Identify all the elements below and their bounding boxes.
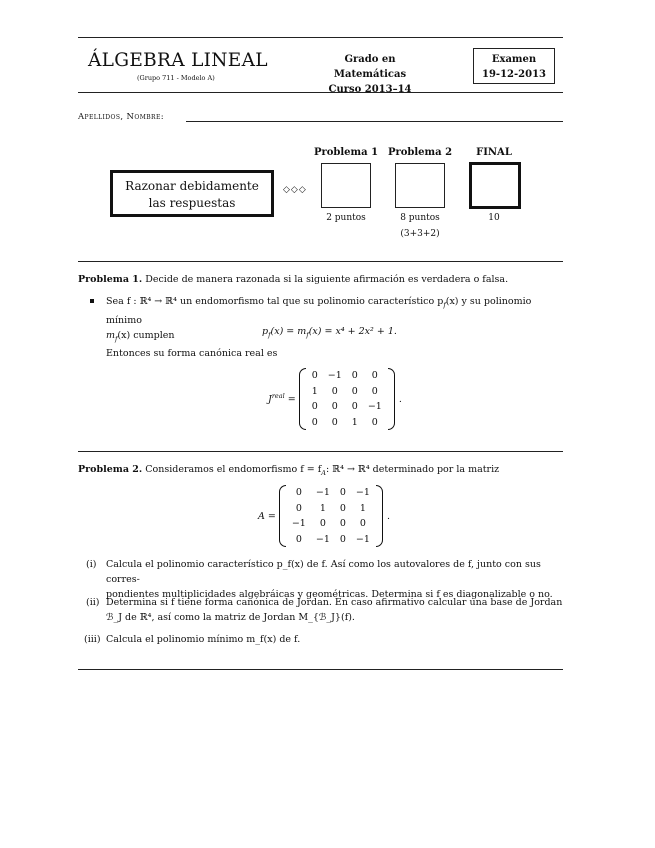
part-i-number: (i) [86, 559, 97, 570]
matrix-cell: 0 [295, 487, 302, 499]
score-box-final[interactable] [469, 162, 521, 209]
equation-middle: (x) = m [270, 326, 307, 337]
matrix-cell: 0 [351, 385, 358, 397]
matrix-j-block [268, 368, 402, 430]
claim-text-b: (x) y su polinomio mínimo [106, 296, 532, 326]
problem-1-heading: Problema 1. [78, 274, 143, 285]
matrix-cell: 0 [339, 502, 346, 514]
left-paren [279, 485, 286, 547]
matrix-row [287, 516, 375, 532]
problem-2-part-iii [84, 632, 564, 647]
matrix-cell: 0 [359, 518, 366, 530]
j-superscript: real [271, 392, 285, 401]
matrix-cell: 1 [319, 502, 326, 514]
score-box-problem-2[interactable] [395, 163, 445, 208]
instructions-line-1: Razonar debidamente [125, 179, 259, 193]
instructions-box [110, 170, 274, 217]
matrix-cell: 0 [339, 518, 346, 530]
matrix-cell: −1 [291, 518, 306, 530]
points-problem-1: 2 puntos [326, 213, 366, 223]
top-rule [78, 37, 563, 38]
claim-text-a: Sea f : ℝ⁴ → ℝ⁴ un endomorfismo tal que su polinomio característico p [106, 296, 444, 307]
points-problem-2: 8 puntos [400, 213, 440, 223]
matrix-cell: 0 [331, 385, 338, 397]
matrix-cell: 0 [331, 416, 338, 428]
matrix-cell: 0 [319, 518, 326, 530]
matrix-cell: −1 [327, 370, 342, 382]
matrix-row [307, 384, 387, 400]
matrix-a [279, 485, 383, 547]
part-ii-line-1: Determina si f tiene forma canónica de Jordan. En caso afirmativo calcular una base de Jordan [106, 597, 563, 608]
section-rule-1 [78, 261, 563, 262]
matrix-row [287, 532, 375, 548]
matrix-cell: −1 [315, 487, 330, 499]
claim-text-c: m [106, 329, 116, 341]
problem-2-statement: Problema 2. Consideramos el endomorfismo $f = f_A$: ℝ⁴ → ℝ⁴ determinado por la matriz [78, 464, 500, 477]
degree-course [314, 52, 426, 97]
matrix-cell: 0 [371, 385, 378, 397]
matrix-cell: 1 [351, 416, 358, 428]
exam-date: 19-12-2013 [482, 69, 546, 80]
problem-1-intro: Decide de manera razonada si la siguiente afirmación es verdadera o falsa. [145, 274, 509, 285]
matrix-row [307, 399, 387, 415]
academic-year: Curso 2013–14 [328, 84, 412, 95]
matrix-cell: 0 [351, 370, 358, 382]
problem-2-intro-a: Consideramos el endomorfismo f = f [145, 464, 322, 475]
equals-sign: = [287, 393, 296, 405]
matrix-cell: 1 [359, 502, 366, 514]
name-field-line[interactable] [186, 121, 563, 122]
matrix-cell: −1 [355, 487, 370, 499]
course-title: ÁLGEBRA LINEAL [88, 50, 268, 71]
matrix-cell: 0 [311, 416, 318, 428]
name-label: Apellidos, Nombre: [78, 112, 165, 122]
part-iii-number: (iii) [84, 634, 101, 645]
matrix-j [299, 368, 395, 430]
points-breakdown-problem-2: (3+3+2) [400, 229, 440, 239]
header-bottom-rule [78, 92, 563, 93]
matrix-cell: 1 [311, 385, 318, 397]
exam-box [473, 48, 555, 84]
matrix-row [307, 415, 387, 431]
claim-text-d: (x) cumplen [117, 329, 175, 341]
problem-2-intro-b: : ℝ⁴ → ℝ⁴ determinado por la matriz [326, 464, 500, 475]
points-final: 10 [488, 213, 500, 223]
problem-1-claim: Sea f : ℝ⁴ → ℝ⁴ un endomorfismo tal que su polinomio característico $p_f(x)$ y su polinomio mínimo $m_f(x)$ cumplen [106, 296, 532, 343]
left-paren [299, 368, 306, 430]
part-i-line-1: Calcula el polinomio característico p_f(x) de f. Así como los autovalores de f, junto con sus corres- [106, 559, 541, 585]
polynomial-equation: $p_f(x) = m_f(x) = x^4 + 2x^2 + 1$. [262, 326, 397, 339]
matrix-cell: −1 [367, 401, 382, 413]
bullet-icon [90, 299, 94, 303]
section-rule-2 [78, 451, 563, 452]
matrix-j-table [307, 368, 387, 430]
matrix-cell: 0 [311, 401, 318, 413]
bottom-rule [78, 669, 563, 670]
matrix-cell: 0 [351, 401, 358, 413]
part-iii-line-1: Calcula el polinomio mínimo m_f(x) de f. [106, 634, 301, 645]
matrix-a-label: A = [258, 510, 276, 522]
matrix-cell: 0 [339, 487, 346, 499]
matrix-row [307, 368, 387, 384]
score-title-final: FINAL [476, 147, 512, 158]
part-ii-line-2: ℬ_J de ℝ⁴, así como la matriz de Jordan M_{ℬ_J}(f). [106, 612, 355, 623]
right-paren [376, 485, 383, 547]
matrix-cell: 0 [311, 370, 318, 382]
score-title-problem-1: Problema 1 [313, 147, 379, 158]
part-ii-number: (ii) [86, 597, 100, 608]
matrix-cell: 0 [331, 401, 338, 413]
matrix-cell: 0 [295, 502, 302, 514]
matrix-cell: 0 [371, 416, 378, 428]
diamond-separator: ◇◇◇ [283, 185, 307, 195]
instructions-line-2: las respuestas [148, 196, 236, 210]
equation-tail: (x) = x⁴ + 2x² + 1. [308, 326, 397, 337]
right-paren [388, 368, 395, 430]
matrix-cell: −1 [315, 533, 330, 545]
matrix-cell: −1 [355, 533, 370, 545]
matrix-cell: 0 [339, 533, 346, 545]
period: . [398, 393, 402, 405]
matrix-cell: 0 [295, 533, 302, 545]
problem-2-heading: Problema 2. [78, 464, 143, 475]
matrix-row [287, 501, 375, 517]
degree: Grado en Matemáticas [333, 54, 407, 80]
matrix-a-table [287, 485, 375, 547]
matrix-cell: 0 [371, 370, 378, 382]
canonical-form-intro: Entonces su forma canónica real es [106, 348, 278, 359]
problem-2-part-ii [86, 595, 564, 625]
part-i-line-2: pondientes multiplicidades algebráicas y geométricas. Determina si f es diagonalizable o no. [106, 589, 553, 600]
matrix-row [287, 485, 375, 501]
j-letter: J [268, 394, 272, 406]
matrix-a-block [258, 485, 390, 547]
problem-1-statement [78, 272, 563, 287]
period: . [386, 510, 390, 522]
group-model: (Grupo 711 - Modelo A) [137, 74, 215, 82]
score-box-problem-1[interactable] [321, 163, 371, 208]
score-title-problem-2: Problema 2 [387, 147, 453, 158]
matrix-j-label [268, 392, 285, 405]
exam-label: Examen [491, 54, 537, 65]
